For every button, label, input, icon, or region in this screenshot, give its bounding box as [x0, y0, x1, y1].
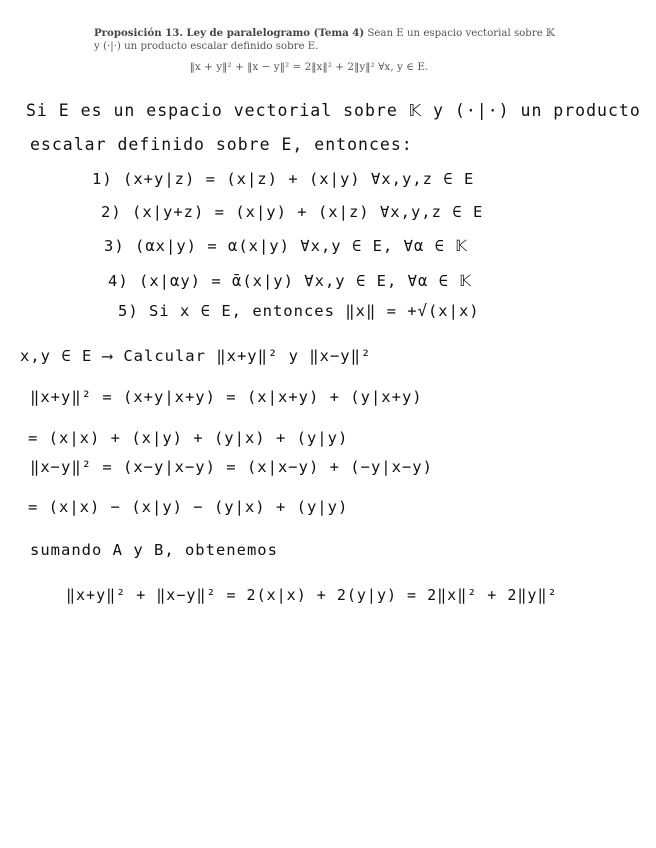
step-a-line-1: ‖x+y‖² = (x+y|x+y) = (x|x+y) + (y|x+y) [30, 388, 423, 406]
proposition-statement-line2: y (·|·) un producto escalar definido sobre E. [94, 41, 319, 52]
printed-proposition [94, 27, 564, 74]
property-4: 4) (x|αy) = ᾱ(x|y) ∀x,y ∈ E, ∀α ∈ 𝕂 [108, 272, 472, 290]
goal-line: x,y ∈ E ⟶ Calcular ‖x+y‖² y ‖x−y‖² [20, 347, 372, 365]
property-2: 2) (x|y+z) = (x|y) + (x|z) ∀x,y,z ∈ E [101, 203, 484, 221]
final-result: ‖x+y‖² + ‖x−y‖² = 2(x|x) + 2(y|y) = 2‖x‖² + 2‖y‖² [66, 586, 558, 604]
step-b-line-2: = (x|x) − (x|y) − (y|x) + (y|y) [28, 498, 349, 516]
step-a-line-2: = (x|x) + (x|y) + (y|x) + (y|y) [28, 429, 349, 447]
sum-label: sumando A y B, obtenemos [30, 541, 278, 559]
property-1: 1) (x+y|z) = (x|z) + (x|y) ∀x,y,z ∈ E [92, 170, 475, 188]
step-b-line-1: ‖x−y‖² = (x−y|x−y) = (x|x−y) + (−y|x−y) [30, 458, 433, 476]
proposition-statement-line1: Sean E un espacio vectorial sobre 𝕂 [367, 28, 555, 39]
parallelogram-formula: ‖x + y‖² + ‖x − y‖² = 2‖x‖² + 2‖y‖² ∀x, y ∈ E. [189, 61, 429, 73]
property-3: 3) (αx|y) = α(x|y) ∀x,y ∈ E, ∀α ∈ 𝕂 [104, 237, 468, 255]
proposition-heading: Proposición 13. Ley de paralelogramo (Tema 4) [94, 27, 365, 39]
property-5: 5) Si x ∈ E, entonces ‖x‖ = +√(x|x) [118, 302, 480, 320]
intro-line-1: Si E es un espacio vectorial sobre 𝕂 y (·|·) un producto [26, 101, 641, 120]
intro-line-2: escalar definido sobre E, entonces: [30, 135, 413, 154]
